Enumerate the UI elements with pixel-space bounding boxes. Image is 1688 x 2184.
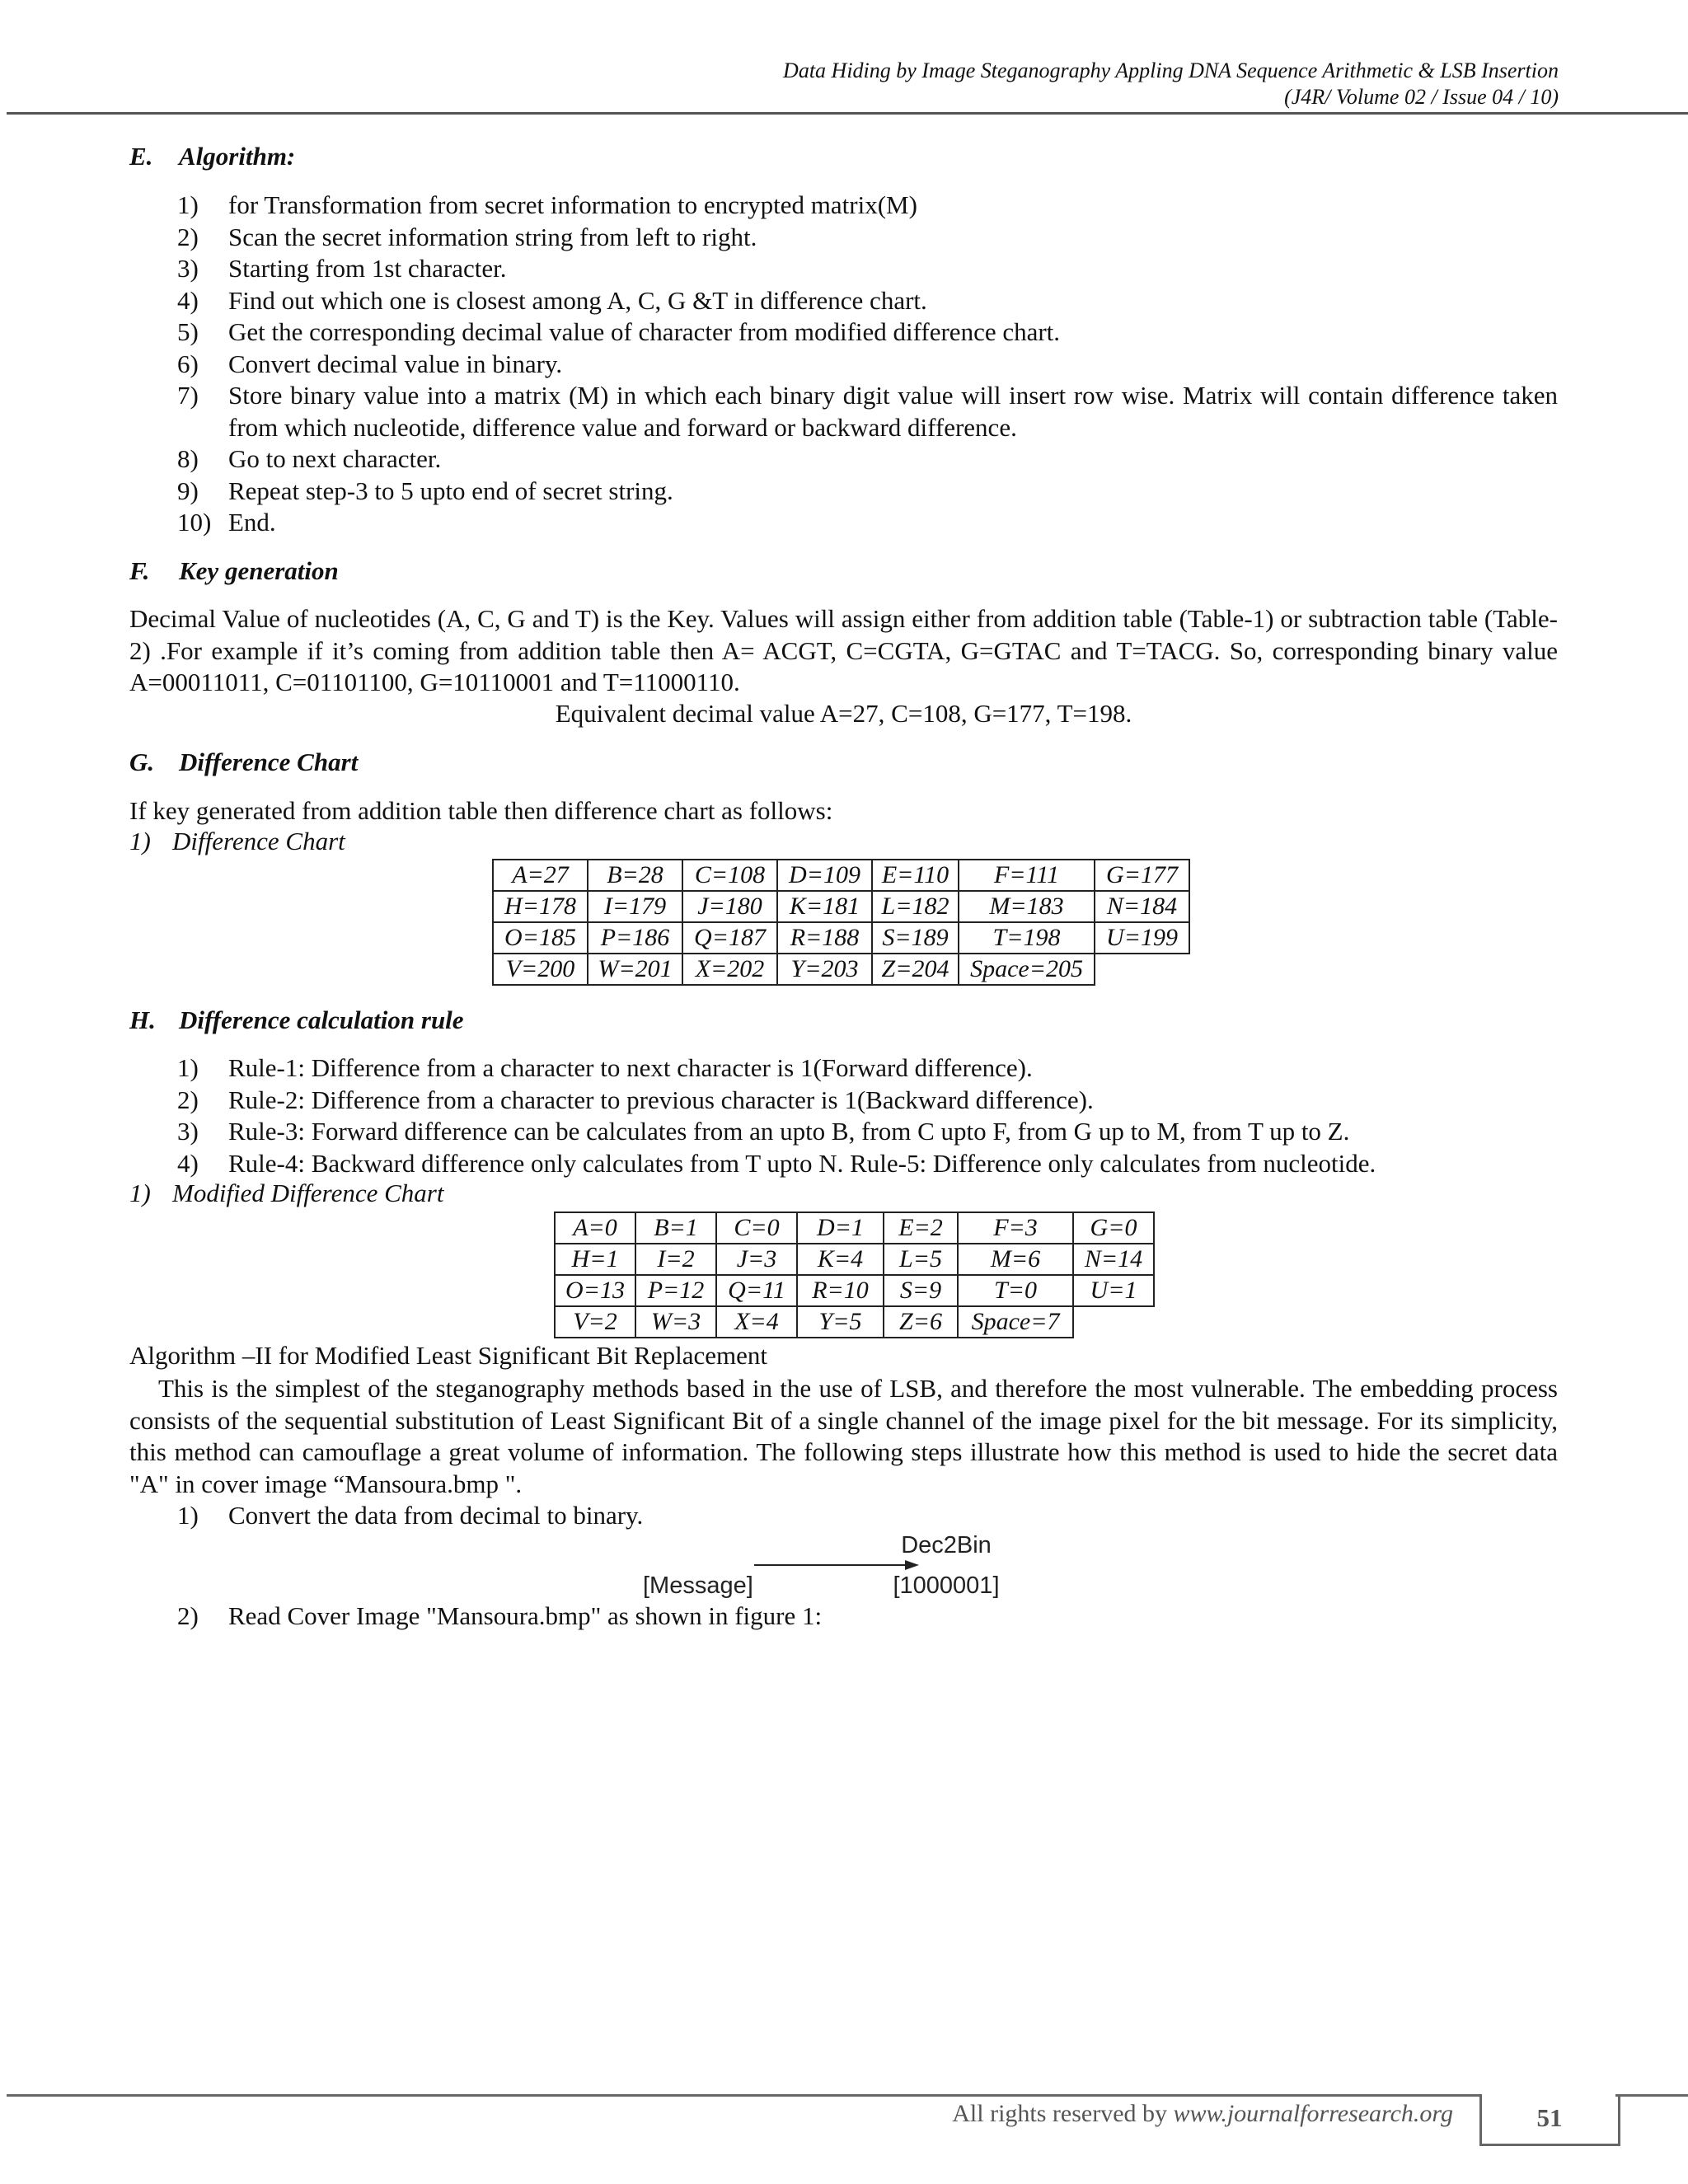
list-item-text: for Transformation from secret information to encrypted matrix(M) [228, 190, 917, 219]
list-item-text: Scan the secret information string from left to right. [228, 222, 757, 251]
list-item-text: Rule-2: Difference from a character to previous character is 1(Backward difference). [228, 1085, 1094, 1114]
subheading-number: 1) [129, 827, 151, 855]
table-cell: I=179 [588, 891, 682, 922]
subheading-title: Difference Chart [172, 827, 345, 855]
table-row [493, 891, 1189, 922]
table-cell: D=109 [777, 860, 872, 891]
table-cell: T=0 [958, 1275, 1073, 1306]
table-cell: G=0 [1073, 1212, 1154, 1244]
table-cell: P=186 [588, 922, 682, 954]
table-cell: C=0 [716, 1212, 797, 1244]
table-cell: S=9 [884, 1275, 958, 1306]
list-item-number: 6) [177, 349, 199, 378]
list-item [177, 222, 1558, 254]
list-item [177, 443, 1558, 476]
list-item [177, 507, 1558, 539]
table-cell: L=182 [872, 891, 959, 922]
list-item-number: 7) [177, 381, 199, 410]
table-cell: M=6 [958, 1244, 1073, 1275]
table-row [555, 1212, 1154, 1244]
table-cell: W=3 [635, 1306, 716, 1338]
list-item [177, 349, 1558, 381]
subheading-number: 1) [129, 1179, 151, 1207]
section-number: F. [129, 556, 150, 585]
difference-rules-list [177, 1052, 1558, 1179]
table-cell: H=178 [493, 891, 588, 922]
table-cell: Space=205 [959, 954, 1095, 985]
header-rule [7, 112, 1688, 115]
table-cell: F=3 [958, 1212, 1073, 1244]
table-cell: K=181 [777, 891, 872, 922]
difference-chart-intro: If key generated from addition table then difference chart as follows: [129, 796, 833, 825]
dec2bin-output: [1000001] [893, 1572, 1000, 1599]
list-item-text: Get the corresponding decimal value of character from modified difference chart. [228, 317, 1061, 346]
header-title: Data Hiding by Image Steganography Appling DNA Sequence Arithmetic & LSB Insertion [783, 59, 1559, 82]
algorithm-2-paragraph: This is the simplest of the steganography methods based in the use of LSB, and therefore the most vulnerable. The embedding process consists of the sequential substitution of Least Significant Bit of a single channel of the image pixel for the bit message. For its simplicity, this method can camouflage a great volume of information. The following steps illustrate how this method is used to hide the secret data "A" in cover image “Mansoura.bmp ". [129, 1374, 1558, 1498]
table-cell: M=183 [959, 891, 1095, 922]
list-item-number: 2) [177, 1601, 199, 1630]
table-cell: Z=204 [872, 954, 959, 985]
table-cell: N=14 [1073, 1244, 1154, 1275]
arrow-head-icon [905, 1560, 919, 1570]
table-cell-empty [1095, 954, 1189, 985]
subheading-title: Modified Difference Chart [172, 1179, 444, 1207]
table-cell: J=180 [682, 891, 777, 922]
table-cell: A=0 [555, 1212, 635, 1244]
list-item-text: Rule-1: Difference from a character to next character is 1(Forward difference). [228, 1053, 1033, 1082]
modified-difference-chart-table [554, 1212, 1155, 1338]
list-item [177, 190, 1558, 222]
table-cell: T=198 [959, 922, 1095, 954]
running-header [783, 58, 1559, 110]
list-item [177, 1116, 1558, 1148]
footer-url: www.journalforresearch.org [1173, 2100, 1453, 2127]
table-row [493, 860, 1189, 891]
section-title: Difference calculation rule [179, 1005, 464, 1034]
list-item-number: 3) [177, 1117, 199, 1146]
list-item-number: 10) [177, 508, 212, 537]
dec2bin-diagram [643, 1525, 1055, 1599]
header-issue: (J4R/ Volume 02 / Issue 04 / 10) [1284, 85, 1559, 109]
table-cell: R=10 [797, 1275, 884, 1306]
table-cell: G=177 [1095, 860, 1189, 891]
table-cell: Space=7 [958, 1306, 1073, 1338]
table-cell: P=12 [635, 1275, 716, 1306]
table-row [493, 954, 1189, 985]
section-heading-difference-rule [129, 1005, 464, 1035]
table-cell: Y=5 [797, 1306, 884, 1338]
list-item-number: 1) [177, 1501, 199, 1530]
table-cell: N=184 [1095, 891, 1189, 922]
table-cell: W=201 [588, 954, 682, 985]
list-item-text: End. [228, 508, 276, 537]
table-cell: E=110 [872, 860, 959, 891]
list-item [177, 476, 1558, 508]
section-title: Difference Chart [179, 748, 359, 776]
section-heading-difference-chart [129, 748, 358, 777]
section-title: Key generation [179, 556, 339, 585]
modified-chart-subheading [129, 1179, 443, 1208]
list-item [177, 285, 1558, 317]
algorithm-2-title: Algorithm –II for Modified Least Significant Bit Replacement [129, 1341, 767, 1370]
list-item [177, 1601, 1558, 1633]
table-cell: A=27 [493, 860, 588, 891]
list-item-number: 2) [177, 222, 199, 251]
key-generation-paragraph: Decimal Value of nucleotides (A, C, G and T) is the Key. Values will assign either from addition table (Table-1) or subtraction table (Table-2) .For example if it’s coming from addition table then A= ACGT, C=CGTA, G=GTAC and T=TACG. So, corresponding binary value A=00011011, C=01101100, G=10110001 and T=11000110. [129, 604, 1558, 696]
section-number: G. [129, 748, 155, 776]
table-cell: D=1 [797, 1212, 884, 1244]
list-item-number: 9) [177, 476, 199, 505]
footer-rule-right [1615, 2094, 1688, 2097]
table-cell: H=1 [555, 1244, 635, 1275]
table-cell: R=188 [777, 922, 872, 954]
list-item-text: Repeat step-3 to 5 upto end of secret string. [228, 476, 673, 505]
section-heading-algorithm [129, 142, 295, 171]
list-item-text: Convert the data from decimal to binary. [228, 1501, 644, 1530]
table-cell: X=202 [682, 954, 777, 985]
table-cell: F=111 [959, 860, 1095, 891]
list-item [177, 1052, 1558, 1085]
table-row [555, 1244, 1154, 1275]
list-item-number: 3) [177, 254, 199, 283]
algorithm-2-step-2 [177, 1601, 1558, 1633]
list-item-text: Rule-3: Forward difference can be calculates from an upto B, from C upto F, from G up to M, from T up to Z. [228, 1117, 1350, 1146]
table-cell: Z=6 [884, 1306, 958, 1338]
list-item [177, 253, 1558, 285]
section-heading-key-generation [129, 556, 339, 586]
list-item-text: Starting from 1st character. [228, 254, 507, 283]
page-number: 51 [1536, 2103, 1563, 2132]
table-cell: E=2 [884, 1212, 958, 1244]
section-number: E. [129, 142, 153, 171]
section-number: H. [129, 1005, 156, 1034]
list-item [177, 1085, 1558, 1117]
table-cell: K=4 [797, 1244, 884, 1275]
list-item-number: 2) [177, 1085, 199, 1114]
list-item [177, 1148, 1558, 1180]
list-item [177, 380, 1558, 443]
difference-chart-table [492, 859, 1190, 986]
section-title: Algorithm: [179, 142, 296, 171]
list-item-number: 4) [177, 1148, 199, 1178]
table-cell: B=1 [635, 1212, 716, 1244]
footer-rule [7, 2094, 1482, 2097]
difference-chart-subheading [129, 827, 345, 856]
table-cell: U=1 [1073, 1275, 1154, 1306]
footer-rights [952, 2100, 1453, 2128]
table-cell: I=2 [635, 1244, 716, 1275]
list-item-text: Convert decimal value in binary. [228, 349, 563, 378]
list-item-number: 4) [177, 285, 199, 315]
equivalent-decimal-line: Equivalent decimal value A=27, C=108, G=177, T=198. [555, 699, 1132, 728]
table-cell: X=4 [716, 1306, 797, 1338]
footer-prefix: All rights reserved by [952, 2100, 1174, 2127]
table-cell-empty [1073, 1306, 1154, 1338]
table-row [555, 1306, 1154, 1338]
list-item-text: Store binary value into a matrix (M) in which each binary digit value will insert row wise. Matrix will contain difference taken from which nucleotide, difference value and forward or backward difference. [228, 381, 1558, 442]
algorithm-steps-list [177, 190, 1558, 539]
table-cell: C=108 [682, 860, 777, 891]
list-item-text: Read Cover Image "Mansoura.bmp" as shown in figure 1: [228, 1601, 823, 1630]
list-item-number: 1) [177, 1053, 199, 1082]
list-item-number: 5) [177, 317, 199, 346]
dec2bin-input: [Message] [643, 1572, 753, 1599]
table-cell: Q=11 [716, 1275, 797, 1306]
table-cell: Q=187 [682, 922, 777, 954]
dec2bin-label: Dec2Bin [901, 1532, 992, 1558]
table-cell: B=28 [588, 860, 682, 891]
table-cell: S=189 [872, 922, 959, 954]
table-cell: O=13 [555, 1275, 635, 1306]
table-cell: V=200 [493, 954, 588, 985]
list-item [177, 316, 1558, 349]
list-item-text: Rule-4: Backward difference only calculates from T upto N. Rule-5: Difference only calculates from nucleotide. [228, 1148, 1376, 1178]
table-cell: L=5 [884, 1244, 958, 1275]
list-item-number: 8) [177, 444, 199, 473]
list-item-text: Find out which one is closest among A, C, G &T in difference chart. [228, 285, 927, 315]
table-cell: O=185 [493, 922, 588, 954]
table-row [555, 1275, 1154, 1306]
table-cell: U=199 [1095, 922, 1189, 954]
table-row [493, 922, 1189, 954]
table-cell: J=3 [716, 1244, 797, 1275]
table-cell: V=2 [555, 1306, 635, 1338]
table-cell: Y=203 [777, 954, 872, 985]
list-item-text: Go to next character. [228, 444, 442, 473]
list-item-number: 1) [177, 190, 199, 219]
